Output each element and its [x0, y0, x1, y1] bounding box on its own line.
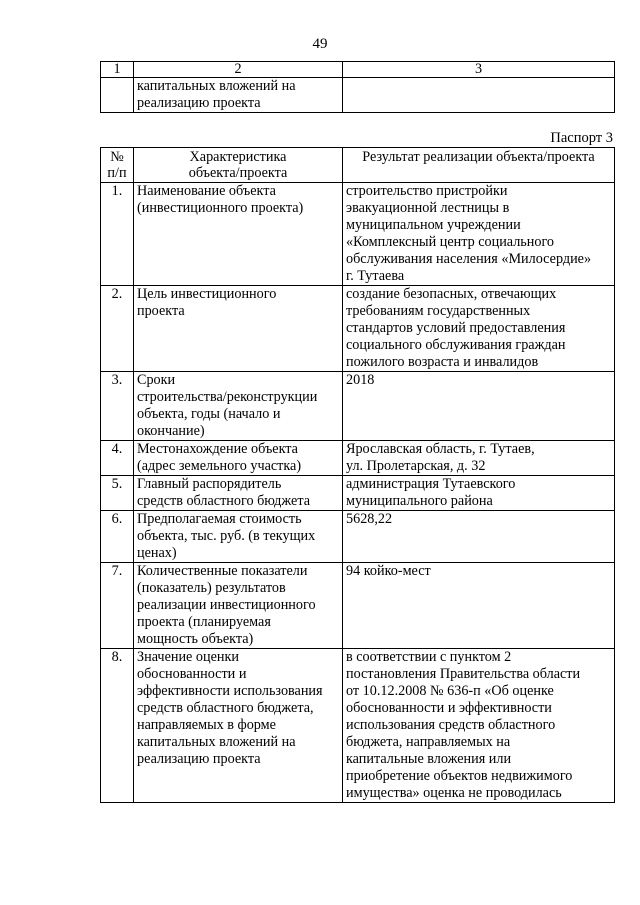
- row-characteristic: Сроки строительства/реконструкции объекта, годы (начало и окончание): [134, 372, 343, 441]
- row-result: создание безопасных, отвечающих требованиям государственных стандартов условий предоставления социального обслуживания граждан пожилого возраста и инвалидов: [343, 286, 615, 372]
- table-row: [101, 441, 615, 476]
- row-result: 2018: [343, 372, 615, 441]
- row-result: Ярославская область, г. Тутаев, ул. Пролетарская, д. 32: [343, 441, 615, 476]
- row-number: 2.: [101, 286, 134, 372]
- continuation-cell-num: [101, 78, 134, 113]
- row-number: 3.: [101, 372, 134, 441]
- row-characteristic: Предполагаемая стоимость объекта, тыс. руб. (в текущих ценах): [134, 511, 343, 563]
- continuation-cell-characteristic: капитальных вложений на реализацию проекта: [134, 78, 343, 113]
- table-row: [101, 372, 615, 441]
- row-characteristic: Главный распорядитель средств областного бюджета: [134, 476, 343, 511]
- header-number: № п/п: [101, 148, 134, 183]
- row-number: 1.: [101, 183, 134, 286]
- table-row: [101, 183, 615, 286]
- passport-table: [100, 147, 615, 803]
- passport-label: Паспорт 3: [550, 130, 613, 146]
- row-characteristic: Местонахождение объекта (адрес земельного участка): [134, 441, 343, 476]
- table-row: [101, 476, 615, 511]
- continuation-header-row: [101, 62, 615, 78]
- row-number: 4.: [101, 441, 134, 476]
- column-number-1: 1: [101, 62, 134, 78]
- row-number: 8.: [101, 649, 134, 803]
- row-characteristic: Значение оценки обоснованности и эффективности использования средств областного бюджета, направляемых в форме капитальных вложений на реализацию проекта: [134, 649, 343, 803]
- header-result: Результат реализации объекта/проекта: [343, 148, 615, 183]
- page-number: 49: [312, 36, 328, 52]
- continuation-row: [101, 78, 615, 113]
- row-result: 94 койко-мест: [343, 563, 615, 649]
- column-number-2: 2: [134, 62, 343, 78]
- table-row: [101, 286, 615, 372]
- passport-header-row: [101, 148, 615, 183]
- header-characteristic: Характеристика объекта/проекта: [134, 148, 343, 183]
- table-row: [101, 649, 615, 803]
- row-characteristic: Количественные показатели (показатель) результатов реализации инвестиционного проекта (планируемая мощность объекта): [134, 563, 343, 649]
- row-number: 6.: [101, 511, 134, 563]
- row-characteristic: Наименование объекта (инвестиционного проекта): [134, 183, 343, 286]
- row-characteristic: Цель инвестиционного проекта: [134, 286, 343, 372]
- column-number-3: 3: [343, 62, 615, 78]
- row-result: строительство пристройки эвакуационной лестницы в муниципальном учреждении «Комплексный центр социального обслуживания населения «Милосердие» г. Тутаева: [343, 183, 615, 286]
- table-row: [101, 563, 615, 649]
- row-number: 5.: [101, 476, 134, 511]
- table-row: [101, 511, 615, 563]
- row-number: 7.: [101, 563, 134, 649]
- row-result: администрация Тутаевского муниципального района: [343, 476, 615, 511]
- row-result: в соответствии с пунктом 2 постановления Правительства области от 10.12.2008 № 636-п «Об оценке обоснованности и эффективности использования средств областного бюджета, направляемых на капитальные вложения или приобретение объектов недвижимого имущества» оценка не проводилась: [343, 649, 615, 803]
- row-result: 5628,22: [343, 511, 615, 563]
- continuation-table: [100, 61, 615, 113]
- continuation-cell-result: [343, 78, 615, 113]
